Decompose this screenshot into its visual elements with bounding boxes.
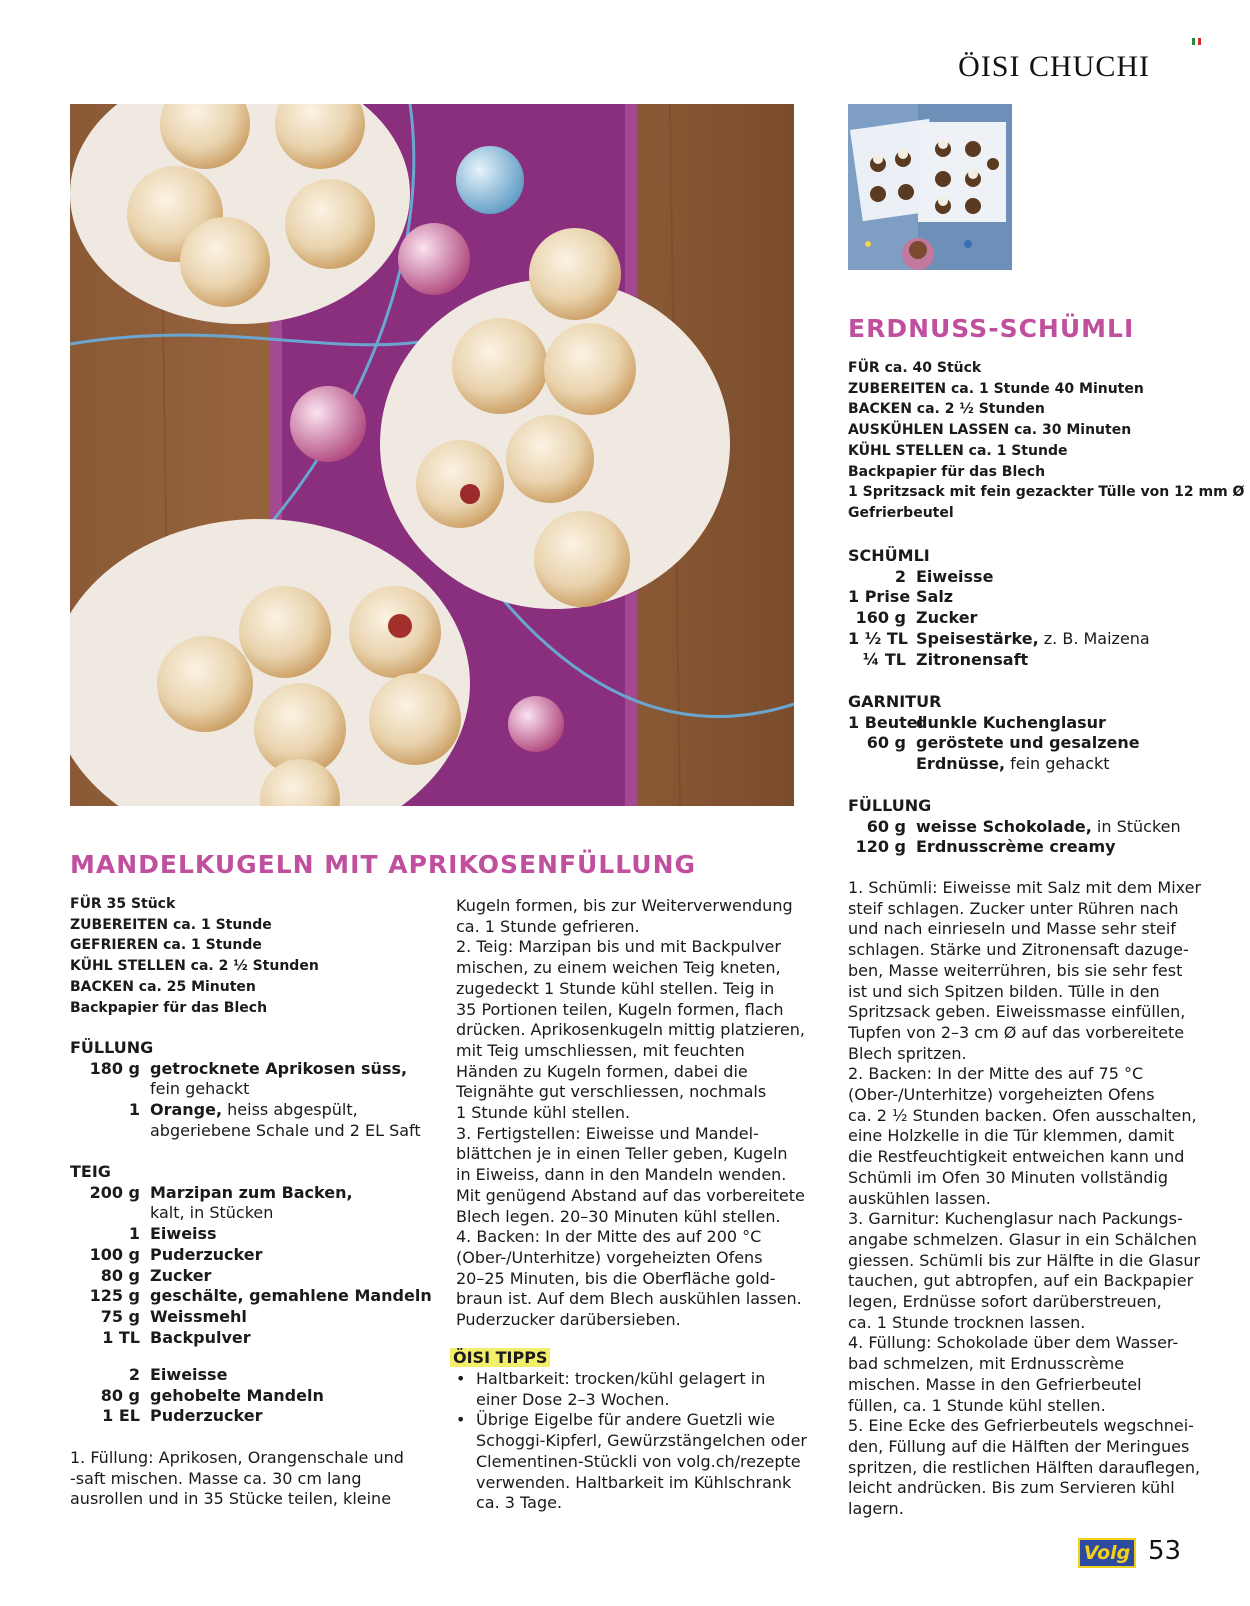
text-line: Händen zu Kugeln formen, dabei die [456, 1061, 748, 1081]
ingredient-text [916, 817, 1181, 838]
text-line: ist und sich Spitzen bilden. Tülle in den [848, 981, 1160, 1001]
ingredient-row [848, 754, 1140, 775]
ingredient-row [848, 629, 1150, 650]
text-line: ZUBEREITEN ca. 1 Stunde 40 Minuten [848, 380, 1144, 397]
ingredient-note: heiss abgespült, [222, 1100, 358, 1120]
text-line: -saft mischen. Masse ca. 30 cm lang [70, 1468, 362, 1488]
text-line: und nach einrieseln und Masse sehr steif [848, 919, 1176, 939]
tip-line [456, 1493, 807, 1514]
ingredient-row [70, 1266, 432, 1287]
text-line: 1 Spritzsack mit fein gezackter Tülle von 12 mm Ø [848, 484, 1245, 501]
tip-text: Übrige Eigelbe für andere Guetzli wie [476, 1410, 776, 1430]
section-heading: SCHÜMLI [848, 546, 930, 565]
ingredient-qty: 1 TL [102, 1327, 140, 1347]
ingredient-qty: 2 [894, 566, 906, 586]
ingredient-qty: 60 g [866, 733, 906, 753]
tip-text: einer Dose 2–3 Wochen. [476, 1389, 670, 1409]
ingredient-text [150, 1406, 262, 1427]
text-line: Teignähte gut verschliessen, nochmals [456, 1082, 767, 1102]
ingredient-text [150, 1386, 324, 1407]
text-line: Kugeln formen, bis zur Weiterverwendung [456, 896, 793, 915]
text-line: 20–25 Minuten, bis die Oberfläche gold- [456, 1268, 776, 1288]
text-line: GEFRIEREN ca. 1 Stunde [70, 937, 262, 954]
ingredient-name: Salz [916, 587, 954, 607]
text-line: 3. Fertigstellen: Eiweisse und Mandel- [456, 1123, 759, 1143]
ingredient-qty: 1 EL [102, 1406, 140, 1426]
ingredient-text [150, 1286, 432, 1307]
ingredient-name: Marzipan zum Backen, [150, 1182, 353, 1202]
text-line: füllen, ca. 1 Stunde kühl stellen. [848, 1395, 1106, 1415]
text-line: AUSKÜHLEN LASSEN ca. 30 Minuten [848, 422, 1132, 439]
text-line: schlagen. Stärke und Zitronensaft dazuge- [848, 940, 1189, 960]
ingredient-row [70, 1121, 421, 1142]
ingredient-name: Erdnusscrème creamy [916, 837, 1116, 857]
text-line: drücken. Aprikosenkugeln mittig platzieren, [456, 1020, 805, 1040]
text-line: 1 Stunde kühl stellen. [456, 1103, 631, 1123]
ingredient-row [70, 1386, 324, 1407]
ingredient-name: gehobelte Mandeln [150, 1385, 324, 1405]
ingredient-qty: 80 g [100, 1385, 140, 1405]
ingredient-note: in Stücken [1091, 816, 1181, 836]
tip-line [456, 1431, 807, 1452]
ingredient-name: Speisestärke, [916, 628, 1039, 648]
text-line: ZUBEREITEN ca. 1 Stunde [70, 916, 272, 933]
recipe1-teig [70, 1162, 432, 1348]
ingredient-name: Puderzucker [150, 1406, 263, 1426]
text-line: giessen. Schümli bis zur Hälfte in die Glasur [848, 1250, 1201, 1270]
text-line: 4. Füllung: Schokolade über dem Wasser- [848, 1333, 1179, 1353]
bullet: • [456, 1369, 466, 1388]
ingredient-qty: 200 g [89, 1182, 140, 1202]
ingredient-text [916, 733, 1140, 754]
section-heading: TEIG [70, 1162, 111, 1181]
text-line: steif schlagen. Zucker unter Rühren nach [848, 898, 1179, 918]
recipe1-steps-col1 [70, 1448, 404, 1510]
ingredient-qty: 1 [128, 1224, 140, 1244]
tip-text: Haltbarkeit: trocken/kühl gelagert in [476, 1369, 766, 1388]
ingredient-text [916, 629, 1150, 650]
text-line: braun ist. Auf dem Blech auskühlen lassen. [456, 1289, 802, 1309]
text-line: eine Holzkelle in die Tür klemmen, damit [848, 1126, 1175, 1146]
ingredient-qty: 125 g [89, 1286, 140, 1306]
ingredient-row [848, 817, 1181, 838]
tip-line [456, 1452, 807, 1473]
text-line: Mit genügend Abstand auf das vorbereitete [456, 1185, 805, 1205]
text-line: BACKEN ca. 25 Minuten [70, 978, 256, 995]
ingredient-qty: 1 ½ TL [848, 628, 908, 648]
ingredient-name: Eiweiss [150, 1224, 217, 1244]
ingredient-name: weisse Schokolade, [916, 816, 1092, 836]
tip-text: verwenden. Haltbarkeit im Kühlschrank [476, 1472, 792, 1492]
ingredient-row [70, 1059, 421, 1080]
recipe1-extra [70, 1365, 324, 1427]
ingredient-qty: 1 [128, 1100, 140, 1120]
recipe1-meta [70, 894, 319, 1018]
text-line: (Ober-/Unterhitze) vorgeheizten Ofens [456, 1247, 763, 1267]
text-line: 2. Teig: Marzipan bis und mit Backpulver [456, 937, 781, 957]
ingredient-text [150, 1100, 358, 1121]
ingredient-name: Eiweisse [150, 1365, 228, 1384]
tip-line [456, 1410, 807, 1431]
recipe2-fuellung [848, 796, 1181, 858]
ingredient-name: Erdnüsse, [916, 754, 1006, 774]
text-line: FÜR 35 Stück [70, 896, 176, 912]
text-line: BACKEN ca. 2 ½ Stunden [848, 401, 1045, 418]
tip-text: ca. 3 Tage. [476, 1493, 563, 1513]
tips-heading: ÖISI TIPPS [450, 1348, 550, 1367]
ingredient-name: Orange, [150, 1100, 223, 1120]
small-photo [848, 104, 1012, 270]
ingredient-row [848, 650, 1150, 671]
page-number: 53 [1148, 1536, 1182, 1566]
ingredient-text [150, 1307, 247, 1328]
ingredient-text [150, 1328, 251, 1349]
text-line: 1. Schümli: Eiweisse mit Salz mit dem Mixer [848, 878, 1202, 897]
ingredient-qty: 1 Beutel [848, 712, 924, 732]
text-line: 35 Portionen teilen, Kugeln formen, flach [456, 999, 784, 1019]
ingredient-text [916, 608, 977, 629]
ingredient-row [70, 1307, 432, 1328]
text-line: Blech legen. 20–30 Minuten kühl stellen. [456, 1206, 781, 1226]
tip-line [456, 1390, 807, 1411]
ingredient-qty [70, 1203, 150, 1224]
text-line: ca. 2 ½ Stunden backen. Ofen ausschalten, [848, 1105, 1197, 1125]
text-line: die Restfeuchtigkeit entweichen kann und [848, 1147, 1185, 1167]
text-line: mit Teig umschliessen, mit feuchten [456, 1040, 745, 1060]
ingredient-note: abgeriebene Schale und 2 EL Saft [150, 1120, 421, 1140]
ingredient-text [150, 1224, 217, 1245]
ingredient-text [916, 650, 1028, 671]
ingredient-text [150, 1079, 249, 1100]
text-line: angabe schmelzen. Glasur in ein Schälchen [848, 1229, 1197, 1249]
ingredient-text [150, 1245, 262, 1266]
ingredient-name: Eiweisse [916, 566, 994, 586]
text-line: Backpapier für das Blech [848, 463, 1046, 480]
main-photo [70, 104, 794, 806]
ingredient-qty: 180 g [89, 1058, 140, 1078]
text-line: tauchen, gut abtropfen, auf ein Backpapier [848, 1271, 1194, 1291]
ingredient-name: Zucker [916, 608, 978, 628]
ingredient-row [70, 1224, 432, 1245]
bullet: • [456, 1410, 466, 1430]
tips-list [456, 1369, 807, 1514]
ingredient-text [150, 1266, 211, 1287]
ingredient-row [70, 1328, 432, 1349]
ingredient-text [916, 754, 1110, 775]
section-header: ÖISI CHUCHI [958, 50, 1150, 83]
text-line: Blech spritzen. [848, 1043, 967, 1063]
ingredient-name: dunkle Kuchenglasur [916, 712, 1106, 732]
ingredient-row [70, 1100, 421, 1121]
text-line: (Ober-/Unterhitze) vorgeheizten Ofens [848, 1085, 1155, 1105]
text-line: Gefrierbeutel [848, 504, 954, 521]
ingredient-note: kalt, in Stücken [150, 1203, 274, 1223]
ingredient-qty: 100 g [89, 1244, 140, 1264]
ingredient-row [70, 1365, 324, 1386]
ingredient-name: Zucker [150, 1265, 212, 1285]
ingredient-qty [70, 1079, 150, 1100]
tip-text: Clementinen-Stückli von volg.ch/rezepte [476, 1451, 801, 1471]
section-heading: FÜLLUNG [70, 1038, 154, 1057]
ingredient-text [916, 713, 1106, 734]
text-line: auskühlen lassen. [848, 1188, 991, 1208]
ingredient-text [150, 1059, 407, 1080]
ingredient-row [848, 713, 1140, 734]
ingredient-text [916, 587, 953, 608]
text-line: lagern. [848, 1499, 904, 1519]
text-line: 2. Backen: In der Mitte des auf 75 °C [848, 1064, 1144, 1084]
ingredient-name: Backpulver [150, 1327, 251, 1347]
text-line: Puderzucker darübersieben. [456, 1310, 681, 1330]
ingredient-text [916, 567, 993, 588]
ingredient-qty: 75 g [100, 1306, 140, 1326]
tip-text: Schoggi-Kipferl, Gewürzstängelchen oder [476, 1431, 807, 1451]
text-line: den, Füllung auf die Hälften der Meringues [848, 1436, 1190, 1456]
ingredient-qty: ¼ TL [862, 649, 906, 669]
text-line: leicht andrücken. Bis zum Servieren kühl [848, 1478, 1175, 1498]
ingredient-qty [70, 1121, 150, 1142]
ingredient-note: fein gehackt [1005, 754, 1110, 774]
text-line: bad schmelzen, mit Erdnusscrème [848, 1354, 1125, 1374]
ingredient-name: geröstete und gesalzene [916, 733, 1140, 753]
ingredient-text [150, 1203, 273, 1224]
ingredient-row [70, 1203, 432, 1224]
ingredient-row [848, 608, 1150, 629]
ingredient-row [70, 1245, 432, 1266]
ingredient-row [70, 1286, 432, 1307]
recipe2-title: ERDNUSS-SCHÜMLI [848, 314, 1135, 343]
ingredient-qty [848, 754, 916, 775]
ingredient-qty: 2 [128, 1365, 140, 1384]
text-line: mischen, zu einem weichen Teig kneten, [456, 958, 781, 978]
text-line: blättchen je in einen Teller geben, Kugeln [456, 1144, 788, 1164]
text-line: ca. 1 Stunde gefrieren. [456, 916, 640, 936]
ingredient-row [848, 837, 1181, 858]
text-line: ca. 1 Stunde trocknen lassen. [848, 1312, 1086, 1332]
ingredient-row [848, 733, 1140, 754]
text-line: legen, Erdnüsse sofort darüberstreuen, [848, 1292, 1162, 1312]
ingredient-row [70, 1079, 421, 1100]
text-line: in Eiweiss, dann in den Mandeln wenden. [456, 1165, 787, 1185]
ingredient-qty: 80 g [100, 1265, 140, 1285]
text-line: ausrollen und in 35 Stücke teilen, kleine [70, 1489, 392, 1509]
ingredient-text [150, 1365, 227, 1386]
ingredient-row [848, 567, 1150, 588]
recipe2-garnitur [848, 692, 1140, 775]
ingredient-name: Puderzucker [150, 1244, 263, 1264]
recipe2-meta [848, 358, 1244, 524]
section-heading: GARNITUR [848, 692, 942, 711]
ingredient-qty: 1 Prise [848, 587, 911, 607]
recipe1-fuellung [70, 1038, 421, 1142]
text-line: Spritzsack geben. Eiweissmasse einfüllen, [848, 1002, 1186, 1022]
ingredient-name: geschälte, gemahlene Mandeln [150, 1286, 432, 1306]
recipe1-steps-col2 [456, 896, 805, 1331]
recipe2-steps [848, 878, 1201, 1520]
ingredient-note: z. B. Maizena [1038, 628, 1150, 648]
ingredient-note: fein gehackt [150, 1079, 250, 1099]
text-line: KÜHL STELLEN ca. 1 Stunde [848, 442, 1068, 459]
ingredient-qty: 120 g [855, 837, 906, 857]
text-line: KÜHL STELLEN ca. 2 ½ Stunden [70, 958, 319, 975]
volg-logo: Volg [1078, 1538, 1136, 1568]
tip-line [456, 1473, 807, 1494]
text-line: zugedeckt 1 Stunde kühl stellen. Teig in [456, 978, 775, 998]
text-line: 1. Füllung: Aprikosen, Orangenschale und [70, 1448, 404, 1467]
ingredient-row [70, 1183, 432, 1204]
ingredient-qty: 60 g [866, 816, 906, 836]
text-line: Tupfen von 2–3 cm Ø auf das vorbereitete [848, 1022, 1185, 1042]
ingredient-name: Weissmehl [150, 1306, 247, 1326]
section-heading: FÜLLUNG [848, 796, 932, 815]
text-line: 5. Eine Ecke des Gefrierbeutels wegschnei- [848, 1416, 1194, 1436]
text-line: 4. Backen: In der Mitte des auf 200 °C [456, 1227, 762, 1247]
text-line: Schümli im Ofen 30 Minuten vollständig [848, 1167, 1168, 1187]
text-line: FÜR ca. 40 Stück [848, 360, 982, 376]
flag-icon [1192, 30, 1202, 37]
ingredient-text [916, 837, 1116, 858]
text-line: Backpapier für das Blech [70, 999, 268, 1016]
recipe1-title: MANDELKUGELN MIT APRIKOSENFÜLLUNG [70, 850, 697, 879]
text-line: 3. Garnitur: Kuchenglasur nach Packungs- [848, 1209, 1183, 1229]
ingredient-name: Zitronensaft [916, 649, 1029, 669]
ingredient-row [70, 1406, 324, 1427]
ingredient-text [150, 1183, 353, 1204]
ingredient-name: getrocknete Aprikosen süss, [150, 1058, 408, 1078]
recipe2-schuemli [848, 546, 1150, 670]
ingredient-qty: 160 g [855, 608, 906, 628]
tip-line [456, 1369, 807, 1390]
ingredient-row [848, 587, 1150, 608]
text-line: ben, Masse weiterrühren, bis sie sehr fest [848, 960, 1183, 980]
ingredient-text [150, 1121, 421, 1142]
text-line: spritzen, die restlichen Hälften darauflegen, [848, 1457, 1201, 1477]
text-line: mischen. Masse in den Gefrierbeutel [848, 1374, 1142, 1394]
